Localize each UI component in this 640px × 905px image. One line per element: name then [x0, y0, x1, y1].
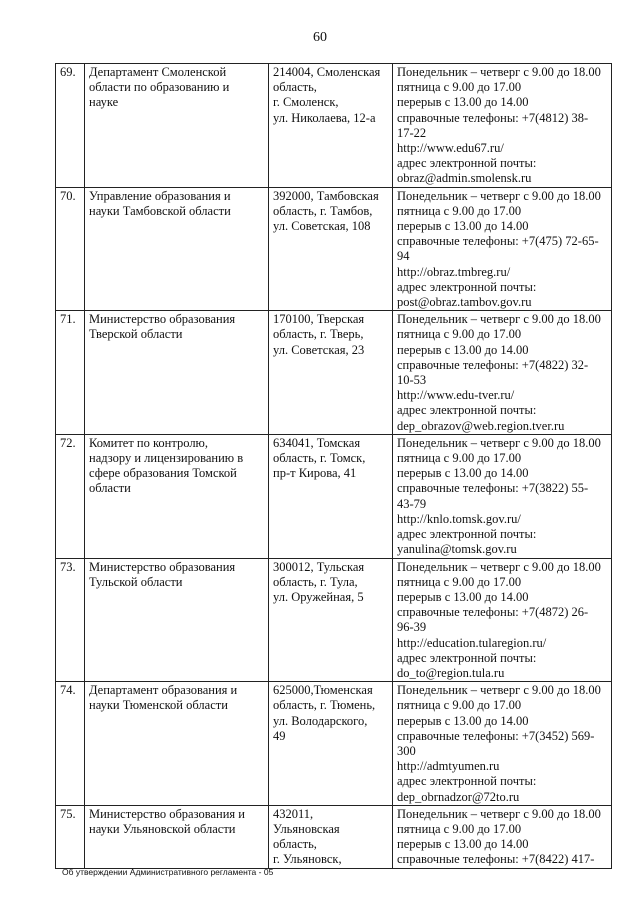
contact-info-cell-line: адрес электронной почты:	[397, 403, 537, 418]
contact-info-cell-line: пятница с 9.00 до 17.00	[397, 821, 522, 836]
contact-info-cell-line: Понедельник – четверг с 9.00 до 18.00	[397, 806, 601, 821]
address-cell-line: 300012, Тульская	[273, 559, 365, 574]
contact-info-cell-line: Понедельник – четверг с 9.00 до 18.00	[397, 65, 601, 79]
address-cell-line: область, г. Томск,	[273, 451, 366, 466]
organization-cell	[85, 187, 269, 311]
contact-info-cell-line: адрес электронной почты:	[397, 774, 537, 789]
contact-info-cell-line: пятница с 9.00 до 17.00	[397, 698, 522, 713]
contact-info-cell-line: справочные телефоны: +7(3822) 55-	[397, 481, 589, 496]
row-number: 71.	[56, 311, 85, 435]
organization-cell-line: сфере образования Томской	[89, 466, 237, 481]
address-cell-line: ул. Советская, 108	[273, 219, 371, 234]
contact-info-cell-line: 10-53	[397, 373, 427, 388]
document-footer: Об утверждении Административного регламента - 05	[62, 867, 274, 877]
address-cell-line: г. Ульяновск,	[273, 852, 342, 867]
contact-info-cell-line: перерыв с 13.00 до 14.00	[397, 342, 529, 357]
organization-cell	[85, 805, 269, 868]
table-row	[56, 187, 612, 311]
table-row	[56, 558, 612, 682]
address-cell-line: ул. Володарского,	[273, 713, 368, 728]
organization-cell-line: области	[89, 481, 131, 496]
organization-cell	[85, 434, 269, 558]
address-cell-line: ул. Оружейная, 5	[273, 589, 364, 604]
organization-cell-line: Министерство образования и	[89, 806, 245, 821]
address-cell-line: ул. Николаева, 12-а	[273, 110, 376, 125]
address-cell-line: область, г. Тюмень,	[273, 698, 376, 713]
contact-info-cell-line: адрес электронной почты:	[397, 650, 537, 665]
contact-info-cell-line: перерыв с 13.00 до 14.00	[397, 466, 529, 481]
organization-cell	[85, 682, 269, 806]
contact-info-cell-line: 17-22	[397, 125, 427, 140]
contact-info-cell	[393, 805, 612, 868]
contact-info-cell-line: 94	[397, 249, 410, 264]
organization-cell-line: Комитет по контролю,	[89, 435, 209, 450]
address-cell-line: ул. Советская, 23	[273, 342, 365, 357]
organization-cell-line: Министерство образования	[89, 312, 236, 327]
contact-info-cell-line: dep_obrazov@web.region.tver.ru	[397, 418, 565, 433]
organization-cell-line: области по образованию и	[89, 80, 230, 95]
table-row	[56, 805, 612, 868]
address-cell	[269, 434, 393, 558]
table-row	[56, 311, 612, 435]
row-number: 75.	[56, 805, 85, 868]
contact-info-cell-line: пятница с 9.00 до 17.00	[397, 327, 522, 342]
address-cell-line: область, г. Тула,	[273, 574, 358, 589]
contact-info-cell-line: Понедельник – четверг с 9.00 до 18.00	[397, 435, 601, 450]
row-number: 72.	[56, 434, 85, 558]
contact-info-cell-line: пятница с 9.00 до 17.00	[397, 80, 522, 95]
contact-info-cell-line: справочные телефоны: +7(4822) 32-	[397, 357, 589, 372]
contact-info-cell-line: http://admtyumen.ru	[397, 759, 500, 774]
contact-info-cell-line: перерыв с 13.00 до 14.00	[397, 589, 529, 604]
address-cell-line: 49	[273, 728, 286, 743]
contact-info-cell-line: http://www.edu67.ru/	[397, 141, 504, 156]
contact-info-cell-line: справочные телефоны: +7(4812) 38-	[397, 110, 589, 125]
table-row	[56, 434, 612, 558]
contact-info-cell-line: справочные телефоны: +7(8422) 417-	[397, 852, 595, 867]
address-cell-line: область, г. Тверь,	[273, 327, 364, 342]
contact-info-cell-line: http://knlo.tomsk.gov.ru/	[397, 511, 521, 526]
contact-info-cell-line: пятница с 9.00 до 17.00	[397, 451, 522, 466]
organization-cell	[85, 311, 269, 435]
contact-info-cell-line: Понедельник – четверг с 9.00 до 18.00	[397, 559, 601, 574]
contact-info-cell-line: пятница с 9.00 до 17.00	[397, 203, 522, 218]
organization-cell-line: Тверской области	[89, 327, 183, 342]
contact-info-cell-line: перерыв с 13.00 до 14.00	[397, 219, 529, 234]
contact-info-cell-line: пятница с 9.00 до 17.00	[397, 574, 522, 589]
organization-cell-line: Тульской области	[89, 574, 183, 589]
contact-info-cell-line: dep_obrnadzor@72to.ru	[397, 789, 520, 804]
address-cell	[269, 558, 393, 682]
contact-info-cell	[393, 558, 612, 682]
contact-info-cell-line: справочные телефоны: +7(475) 72-65-	[397, 234, 599, 249]
address-cell-line: 625000,Тюменская	[273, 683, 373, 698]
address-cell-line: 634041, Томская	[273, 435, 361, 450]
address-cell-line: пр-т Кирова, 41	[273, 466, 357, 481]
contact-info-cell	[393, 311, 612, 435]
row-number: 73.	[56, 558, 85, 682]
address-cell-line: область,	[273, 80, 317, 95]
address-cell	[269, 805, 393, 868]
contact-info-cell-line: 96-39	[397, 620, 427, 635]
contact-info-cell-line: справочные телефоны: +7(4872) 26-	[397, 605, 589, 620]
contact-info-cell-line: do_to@region.tula.ru	[397, 665, 505, 680]
organization-cell	[85, 64, 269, 188]
address-cell-line: 170100, Тверская	[273, 312, 365, 327]
contact-info-cell	[393, 187, 612, 311]
contact-info-cell-line: 43-79	[397, 496, 427, 511]
contact-info-cell-line: адрес электронной почты:	[397, 156, 537, 171]
address-cell-line: Ульяновская	[273, 821, 340, 836]
organization-cell	[85, 558, 269, 682]
table-row	[56, 682, 612, 806]
table-row	[56, 64, 612, 188]
registry-table	[55, 63, 612, 869]
address-cell	[269, 64, 393, 188]
contact-info-cell-line: адрес электронной почты:	[397, 527, 537, 542]
contact-info-cell-line: http://www.edu-tver.ru/	[397, 388, 515, 403]
contact-info-cell	[393, 64, 612, 188]
organization-cell-line: Министерство образования	[89, 559, 236, 574]
contact-info-cell-line: адрес электронной почты:	[397, 279, 537, 294]
organization-cell-line: науки Тамбовской области	[89, 203, 231, 218]
page-number: 60	[313, 30, 327, 45]
row-number: 70.	[56, 187, 85, 311]
address-cell-line: 432011,	[273, 806, 314, 821]
organization-cell-line: науки Тюменской области	[89, 698, 228, 713]
contact-info-cell-line: перерыв с 13.00 до 14.00	[397, 837, 529, 852]
contact-info-cell-line: http://obraz.tmbreg.ru/	[397, 264, 511, 279]
address-cell-line: область, г. Тамбов,	[273, 203, 373, 218]
address-cell-line: г. Смоленск,	[273, 95, 339, 110]
organization-cell-line: Департамент образования и	[89, 683, 238, 698]
contact-info-cell	[393, 682, 612, 806]
row-number: 74.	[56, 682, 85, 806]
address-cell-line: 392000, Тамбовская	[273, 188, 379, 203]
contact-info-cell-line: справочные телефоны: +7(3452) 569-	[397, 728, 595, 743]
contact-info-cell-line: Понедельник – четверг с 9.00 до 18.00	[397, 188, 601, 203]
organization-cell-line: науке	[89, 95, 119, 110]
contact-info-cell-line: yanulina@tomsk.gov.ru	[397, 542, 517, 557]
address-cell	[269, 187, 393, 311]
registry-table-body	[56, 64, 612, 869]
organization-cell-line: науки Ульяновской области	[89, 821, 236, 836]
address-cell	[269, 311, 393, 435]
contact-info-cell-line: http://education.tularegion.ru/	[397, 635, 547, 650]
organization-cell-line: Департамент Смоленской	[89, 65, 227, 79]
organization-cell-line: Управление образования и	[89, 188, 231, 203]
contact-info-cell-line: Понедельник – четверг с 9.00 до 18.00	[397, 683, 601, 698]
contact-info-cell-line: 300	[397, 743, 416, 758]
contact-info-cell	[393, 434, 612, 558]
contact-info-cell-line: obraz@admin.smolensk.ru	[397, 171, 532, 186]
row-number: 69.	[56, 64, 85, 188]
organization-cell-line: надзору и лицензированию в	[89, 451, 244, 466]
address-cell-line: область,	[273, 837, 317, 852]
contact-info-cell-line: Понедельник – четверг с 9.00 до 18.00	[397, 312, 601, 327]
address-cell	[269, 682, 393, 806]
address-cell-line: 214004, Смоленская	[273, 65, 381, 79]
contact-info-cell-line: перерыв с 13.00 до 14.00	[397, 95, 529, 110]
contact-info-cell-line: перерыв с 13.00 до 14.00	[397, 713, 529, 728]
contact-info-cell-line: post@obraz.tambov.gov.ru	[397, 295, 532, 310]
